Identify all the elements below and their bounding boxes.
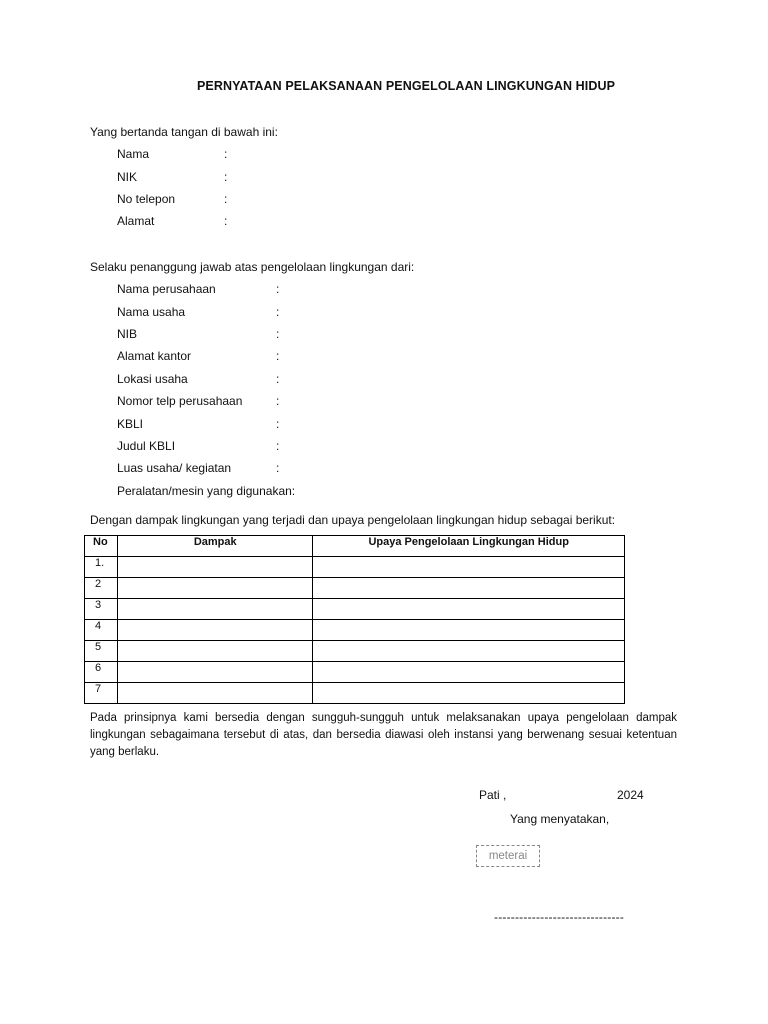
dampak-cell [118,599,313,620]
upaya-cell [313,683,625,704]
table-header-row [85,536,625,557]
signature-declarer: Yang menyatakan, [510,812,610,826]
signature-line: ------------------------------- [494,910,625,924]
row-number: 7 [85,683,118,704]
responsible-intro: Selaku penanggung jawab atas pengelolaan lingkungan dari: [90,260,415,274]
colon: : [224,214,228,228]
field-label-luas-usaha: Luas usaha/ kegiatan [117,461,232,475]
meterai-stamp-placeholder: meterai [476,845,540,867]
dampak-cell [118,557,313,578]
colon: : [276,439,280,453]
colon: : [224,192,228,206]
field-label-peralatan: Peralatan/mesin yang digunakan: [117,484,296,498]
colon: : [276,461,280,475]
field-label-judul-kbli: Judul KBLI [117,439,176,453]
field-label-nama-perusahaan: Nama perusahaan [117,282,216,296]
dampak-cell [118,641,313,662]
table-row [85,641,625,662]
field-label-nama: Nama [117,147,150,161]
field-label-telepon: No telepon [117,192,176,206]
signature-place: Pati , [479,788,507,802]
table-row [85,599,625,620]
field-label-lokasi-usaha: Lokasi usaha [117,372,188,386]
field-label-nik: NIK [117,170,138,184]
table-row [85,557,625,578]
row-number: 1. [85,557,118,578]
dampak-cell [118,620,313,641]
field-label-alamat-kantor: Alamat kantor [117,349,192,363]
upaya-cell [313,662,625,683]
row-number: 3 [85,599,118,620]
upaya-cell [313,620,625,641]
colon: : [276,417,280,431]
header-upaya: Upaya Pengelolaan Lingkungan Hidup [313,536,625,557]
field-label-nama-usaha: Nama usaha [117,305,186,319]
colon: : [276,327,280,341]
row-number: 4 [85,620,118,641]
colon: : [276,372,280,386]
upaya-cell [313,557,625,578]
dampak-cell [118,578,313,599]
field-label-nib: NIB [117,327,138,341]
table-row [85,662,625,683]
table-row [85,683,625,704]
table-row [85,620,625,641]
colon: : [224,170,228,184]
header-dampak: Dampak [118,536,313,557]
table-row [85,578,625,599]
colon: : [276,282,280,296]
impact-intro: Dengan dampak lingkungan yang terjadi dan upaya pengelolaan lingkungan hidup sebagai berikut: [90,513,616,527]
row-number: 2 [85,578,118,599]
impact-table [84,535,625,704]
upaya-cell [313,578,625,599]
document-title: PERNYATAAN PELAKSANAAN PENGELOLAAN LINGKUNGAN HIDUP [196,79,616,93]
upaya-cell [313,599,625,620]
colon: : [276,349,280,363]
header-no: No [85,536,118,557]
field-label-kbli: KBLI [117,417,144,431]
row-number: 6 [85,662,118,683]
dampak-cell [118,683,313,704]
closing-paragraph: Pada prinsipnya kami bersedia dengan sungguh-sungguh untuk melaksanakan upaya pengelolaan dampak lingkungan sebagaimana tersebut di atas, dan bersedia diawasi oleh instansi yang berwenang sesuai ketentuan yang berlaku. [90,712,677,758]
dampak-cell [118,662,313,683]
intro-text: Yang bertanda tangan di bawah ini: [90,125,278,139]
row-number: 5 [85,641,118,662]
colon: : [276,394,280,408]
colon: : [276,305,280,319]
upaya-cell [313,641,625,662]
field-label-alamat: Alamat [117,214,155,228]
signature-year: 2024 [617,788,644,802]
field-label-nomor-telp: Nomor telp perusahaan [117,394,243,408]
colon: : [224,147,228,161]
